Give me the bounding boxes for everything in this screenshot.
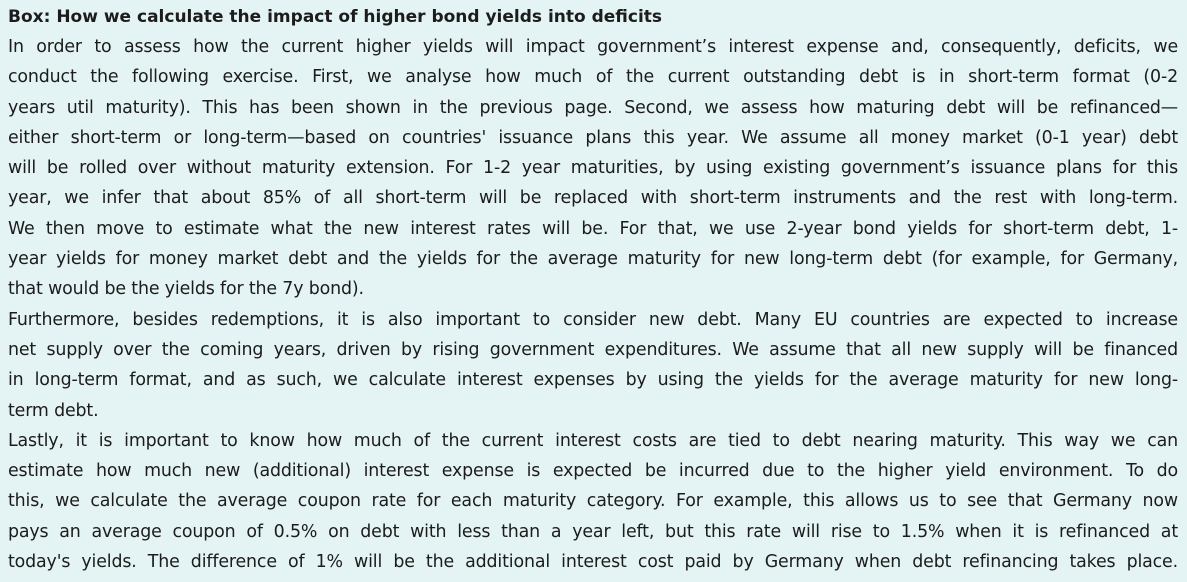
text-line: years util maturity). This has been shown in the previous page. Second, we assess how maturing debt will be refinanced— xyxy=(8,97,1178,118)
paragraph-new-debt xyxy=(8,305,1178,426)
text-line: pays an average coupon of 0.5% on debt with less than a year left, but this rate will rise to 1.5% when it is refinanced at xyxy=(8,521,1178,542)
text-line: year, we infer that about 85% of all short-term will be replaced with short-term instruments and the rest with long-term. xyxy=(8,188,1178,209)
text-line: today's yields. The difference of 1% will be the additional interest cost paid by Germany when debt refinancing takes place. xyxy=(8,552,1178,573)
text-line: We then move to estimate what the new interest rates will be. For that, we use 2-year bond yields for short-term debt, 1- xyxy=(8,218,1178,239)
text-line: either short-term or long-term—based on countries' issuance plans this year. We assume all money market (0-1 year) debt xyxy=(8,127,1178,148)
text-line: that would be the yields for the 7y bond). xyxy=(8,279,364,300)
paragraph-coupon-rates xyxy=(8,426,1178,577)
text-line: estimate how much new (additional) interest expense is expected be incurred due to the higher yield environment. To do xyxy=(8,461,1178,482)
box-title: Box: How we calculate the impact of higher bond yields into deficits xyxy=(8,7,663,27)
text-line: Furthermore, besides redemptions, it is also important to consider new debt. Many EU countries are expected to increase xyxy=(8,309,1178,330)
paragraph-methodology xyxy=(8,32,1178,305)
text-line: will be rolled over without maturity extension. For 1-2 year maturities, by using existing government’s issuance plans for this xyxy=(8,158,1178,179)
text-line: in long-term format, and as such, we calculate interest expenses by using the yields for the average maturity for new long- xyxy=(8,370,1178,391)
text-line: this, we calculate the average coupon rate for each maturity category. For example, this allows us to see that Germany now xyxy=(8,491,1178,512)
text-line: term debt. xyxy=(8,400,99,421)
text-line: In order to assess how the current higher yields will impact government’s interest expense and, consequently, deficits, we xyxy=(8,37,1178,57)
text-line: Lastly, it is important to know how much of the current interest costs are tied to debt nearing maturity. This way we can xyxy=(8,430,1178,451)
text-line: conduct the following exercise. First, we analyse how much of the current outstanding debt is in short-term format (0-2 xyxy=(8,67,1178,88)
text-line: net supply over the coming years, driven by rising government expenditures. We assume that all new supply will be financed xyxy=(8,339,1178,360)
text-line: year yields for money market debt and the yields for the average maturity for new long-term debt (for example, for Germany, xyxy=(8,249,1178,270)
